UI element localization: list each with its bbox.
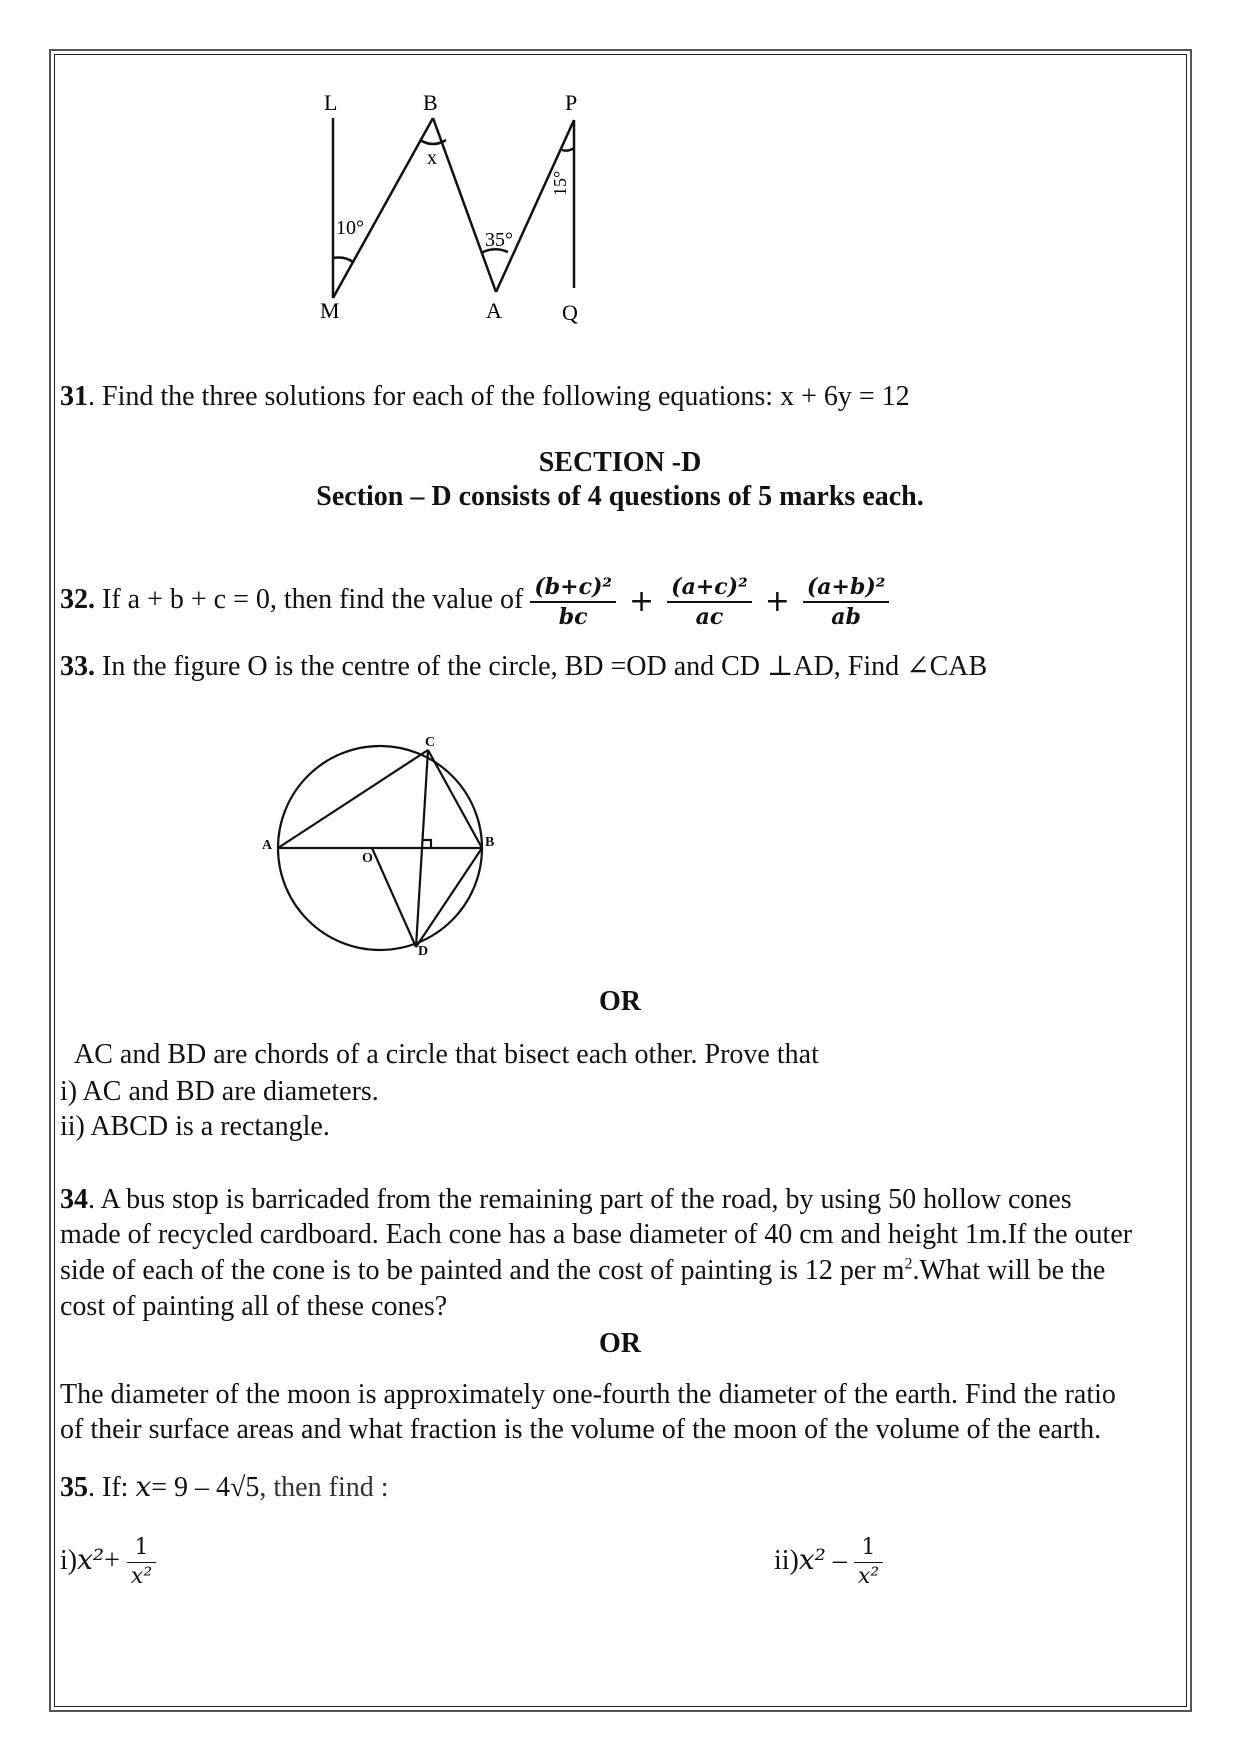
point-label: A: [486, 298, 502, 323]
point-label: Q: [562, 300, 578, 325]
fraction-term: $\frac{\text{(b+c)²}}{bc}$: [530, 573, 616, 631]
plus-sign: +: [764, 583, 790, 619]
zigzag-figure: [300, 82, 600, 327]
question-text: . Find the three solutions for each of the following equations: x + 6y = 12: [88, 381, 910, 412]
question-34-alt-line: The diameter of the moon is approximately one-fourth the diameter of the earth. Find the ratio: [60, 1379, 1116, 1410]
question-32: [60, 570, 889, 632]
circle-figure: [255, 730, 505, 960]
point-label: B: [423, 90, 438, 115]
question-number: 33.: [60, 651, 95, 682]
point-label: D: [418, 944, 429, 959]
fraction: $\frac{1}{\text{x²}}$: [127, 1534, 156, 1591]
question-text: In the figure O is the centre of the circle, BD =OD and CD ⊥AD, Find ∠CAB: [102, 651, 988, 682]
section-subtitle: Section – D consists of 4 questions of 5 marks each.: [316, 481, 924, 512]
question-35-part-i: i)x²+ $\frac{1}{\text{x²}}$: [60, 1530, 156, 1591]
point-label: C: [425, 735, 436, 750]
question-33: [60, 650, 987, 684]
question-33-alt-ii: ii) ABCD is a rectangle.: [60, 1111, 330, 1142]
point-label: A: [262, 838, 273, 853]
question-34-line: 34. A bus stop is barricaded from the remaining part of the road, by using 50 hollow cones: [60, 1184, 1072, 1215]
plus-sign: +: [629, 583, 655, 619]
angle-label: 10°: [336, 217, 364, 239]
point-label: P: [565, 90, 578, 115]
or-separator: OR: [599, 1328, 641, 1359]
question-34-alt-line: of their surface areas and what fraction is the volume of the moon of the volume of the earth.: [60, 1414, 1102, 1445]
point-label: B: [485, 835, 495, 850]
fraction: $\frac{1}{\text{x²}}$: [854, 1534, 883, 1591]
section-title: SECTION -D: [538, 447, 702, 478]
point-label: O: [362, 851, 373, 866]
question-35-part-ii: ii)x² – $\frac{1}{\text{x²}}$: [774, 1530, 883, 1591]
fraction-term: $\frac{\text{(a+c)²}}{ac}$: [667, 573, 752, 631]
angle-label: 15°: [550, 170, 570, 196]
point-label: M: [320, 298, 340, 323]
angle-label: 35°: [485, 229, 513, 251]
or-separator: OR: [599, 986, 641, 1017]
question-33-alt-i: i) AC and BD are diameters.: [60, 1076, 379, 1107]
fraction-term: $\frac{\text{(a+b)²}}{ab}$: [803, 573, 890, 631]
question-number: 35: [60, 1472, 88, 1503]
question-34-line: side of each of the cone is to be painted and the cost of painting is 12 per $m^2.What$ will be the: [60, 1255, 1106, 1286]
question-number: 31: [60, 381, 88, 412]
question-33-alt: AC and BD are chords of a circle that bisect each other. Prove that: [74, 1039, 819, 1070]
question-text: If a + b + c = 0, then find the value of: [102, 584, 524, 615]
question-34-line: made of recycled cardboard. Each cone has a base diameter of 40 cm and height 1m.If the outer: [60, 1219, 1133, 1250]
question-34-line: cost of painting all of these cones?: [60, 1291, 448, 1322]
page-border-inner: [54, 54, 1187, 1707]
point-label: L: [324, 90, 338, 115]
question-number: 32.: [60, 584, 95, 615]
angle-label: x: [427, 147, 437, 169]
question-number: 34: [60, 1184, 88, 1215]
question-31: [60, 380, 910, 414]
question-35: 35. If: x= 9 – 4√5, then find :: [60, 1470, 389, 1503]
